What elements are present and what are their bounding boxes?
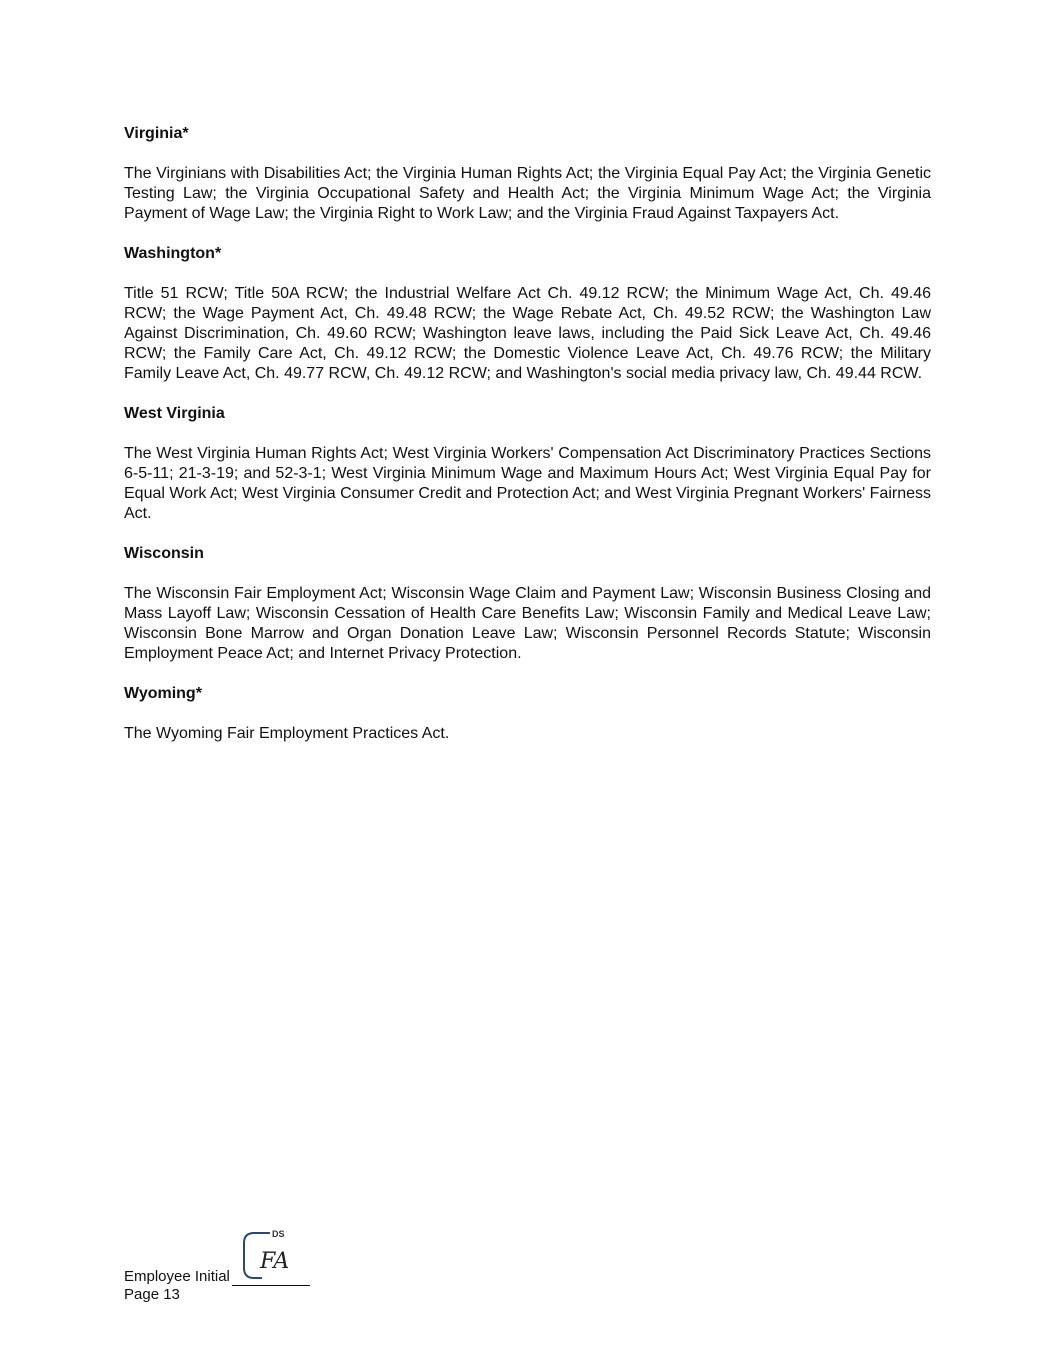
section-heading: Virginia* (124, 125, 189, 142)
section-body: The Wisconsin Fair Employment Act; Wisconsin Wage Claim and Payment Law; Wisconsin Business Closing and Mass Layoff Law; Wisconsin Cessation of Health Care Benefits Law; Wisconsin Family and Medical Leave Law; Wisconsin Bone Marrow and Organ Donation Leave Law; Wisconsin Personnel Records Statute; Wisconsin Employment Peace Act; and Internet Privacy Protection. (124, 585, 931, 662)
section-body: The West Virginia Human Rights Act; West Virginia Workers' Compensation Act Discriminatory Practices Sections 6-5-11; 21-3-19; and 52-3-1; West Virginia Minimum Wage and Maximum Hours Act; West Virginia Equal Pay for Equal Work Act; West Virginia Consumer Credit and Protection Act; and West Virginia Pregnant Workers' Fairness Act. (124, 445, 931, 522)
section-west-virginia (124, 404, 931, 524)
employee-initial-label: Employee Initial (124, 1268, 230, 1285)
document-page (124, 124, 931, 764)
section-body: The Wyoming Fair Employment Practices Act. (124, 725, 450, 742)
ds-label: DS (272, 1229, 285, 1239)
section-body: Title 51 RCW; Title 50A RCW; the Industrial Welfare Act Ch. 49.12 RCW; the Minimum Wage Act, Ch. 49.46 RCW; the Wage Payment Act, Ch. 49.48 RCW; the Wage Rebate Act, Ch. 49.52 RCW; the Washington Law Against Discrimination, Ch. 49.60 RCW; Washington leave laws, including the Paid Sick Leave Act, Ch. 49.46 RCW; the Family Care Act, Ch. 49.12 RCW; the Domestic Violence Leave Act, Ch. 49.76 RCW; the Military Family Leave Act, Ch. 49.77 RCW, Ch. 49.12 RCW; and Washington's social media privacy law, Ch. 49.44 RCW. (124, 285, 931, 382)
page-number: Page 13 (124, 1286, 180, 1303)
section-heading: Wyoming* (124, 685, 202, 702)
section-virginia (124, 124, 931, 224)
initial-signature-line (232, 1269, 310, 1286)
section-washington (124, 244, 931, 384)
section-heading: Washington* (124, 245, 222, 262)
section-heading: Wisconsin (124, 545, 204, 562)
section-wisconsin (124, 544, 931, 664)
section-wyoming (124, 684, 931, 744)
section-heading: West Virginia (124, 405, 225, 422)
employee-initial-row (124, 1268, 310, 1286)
page-footer (124, 1268, 310, 1304)
section-body: The Virginians with Disabilities Act; the Virginia Human Rights Act; the Virginia Equal Pay Act; the Virginia Genetic Testing Law; the Virginia Occupational Safety and Health Act; the Virginia Minimum Wage Act; the Virginia Payment of Wage Law; the Virginia Right to Work Law; and the Virginia Fraud Against Taxpayers Act. (124, 165, 931, 222)
signed-initials: FA (260, 1249, 290, 1274)
